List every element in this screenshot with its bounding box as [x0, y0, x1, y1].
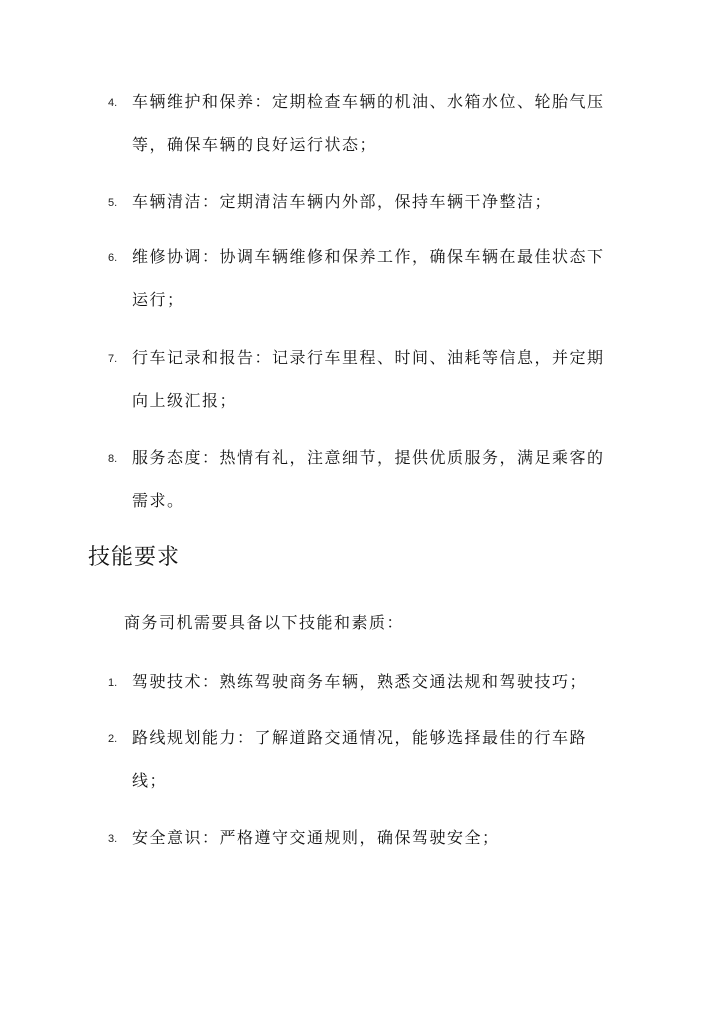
- list-number: 8.: [108, 453, 118, 465]
- list-item-text: 车辆维护和保养：定期检查车辆的机油、水箱水位、轮胎气压等，确保车辆的良好运行状态；: [132, 92, 605, 154]
- list-number: 1.: [108, 677, 118, 689]
- list-number: 5.: [108, 197, 118, 209]
- list-number: 2.: [108, 733, 118, 745]
- list-number: 3.: [108, 833, 118, 845]
- section-heading: 技能要求: [88, 545, 181, 570]
- list-item-text: 驾驶技术：熟练驾驶商务车辆，熟悉交通法规和驾驶技巧；: [132, 672, 588, 691]
- list-item-text: 车辆清洁：定期清洁车辆内外部，保持车辆干净整洁；: [132, 192, 553, 211]
- list-number: 4.: [108, 97, 118, 109]
- list-item-text: 路线规划能力：了解道路交通情况，能够选择最佳的行车路线；: [132, 728, 588, 790]
- list-number: 6.: [108, 252, 118, 264]
- list-item-text: 维修协调：协调车辆维修和保养工作，确保车辆在最佳状态下运行；: [132, 247, 605, 309]
- list-number: 7.: [108, 353, 118, 365]
- list-item-text: 行车记录和报告：记录行车里程、时间、油耗等信息，并定期向上级汇报；: [132, 348, 605, 410]
- section-intro: 商务司机需要具备以下技能和素质：: [124, 613, 405, 632]
- list-item-text: 服务态度：热情有礼，注意细节，提供优质服务，满足乘客的需求。: [132, 448, 605, 510]
- list-item-text: 安全意识：严格遵守交通规则，确保驾驶安全；: [132, 828, 500, 847]
